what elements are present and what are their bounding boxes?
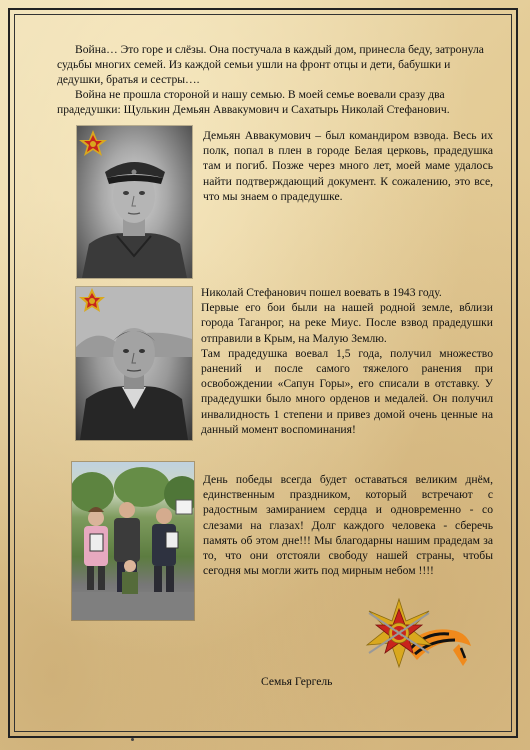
page-mark	[131, 738, 134, 741]
section-nikolai-line-2: Первые его бои были на нашей родной земле, вблизи города Таганрог, на реке Миус. После взвод прадедушки отправили в Крым, на Малую Землю.	[201, 301, 493, 345]
section-demyan-text: Демьян Аввакумович – был командиром взвода. Весь их полк, попал в плен в городе Белая церковь, прадедушка там и погиб. Позже через много лет, моей маме удалось найти подтверждающий документ. К сожалению, это все, что мы знаем о прадедушке.	[203, 129, 493, 203]
section-nikolai-line-1: Николай Стефанович пошел воевать в 1943 году.	[201, 286, 442, 299]
section-victory-day	[203, 472, 493, 578]
family-photo-illustration	[72, 462, 194, 620]
section-demyan	[203, 128, 493, 204]
signature: Семья Гергель	[261, 675, 333, 688]
section-victory-day-text: День победы всегда будет оставаться великим днём, единственным праздником, который встречают с радостным замиранием сердца и одновременно - со слезами на глазах! Долг каждого человека - сберечь память об этом дне!!! Мы благодарны нашим прадедам за то, что они отстояли свободу нашей страны, чтобы сегодня мы могли жить под мирным небом !!!!	[203, 473, 493, 578]
intro-text	[57, 42, 487, 117]
order-icon-small	[79, 130, 107, 156]
photo-demyan-portrait	[77, 126, 192, 278]
intro-paragraph-2: Война не прошла стороной и нашу семью. В моей семье воевали сразу два прадедушки: Щулькин Демьян Аввакумович и Сахатырь Николай Стефанович.	[57, 88, 450, 116]
order-of-patriotic-war-icon	[355, 596, 473, 670]
photo-nikolai-portrait	[76, 287, 192, 440]
section-nikolai	[201, 285, 493, 437]
portrait-illustration	[76, 287, 192, 440]
photo-family-march	[72, 462, 194, 620]
section-nikolai-line-3: Там прадедушка воевал 1,5 года, получил множество ранений и после самого тяжелого ранения при освобождении «Сапун Горы», его списали в отставку. У прадедушки было много орденов и медалей. Он получил инвалидность 1 степени и привез домой очень ценные на данный момент воспоминания!	[201, 346, 493, 436]
portrait-illustration	[77, 126, 192, 278]
intro-paragraph-1: Война… Это горе и слёзы. Она постучала в каждый дом, принесла беду, затронула судьбы многих семей. Из каждой семьи ушли на фронт отцы и дети, бабушки и дедушки, братья и сестры….	[57, 43, 484, 86]
